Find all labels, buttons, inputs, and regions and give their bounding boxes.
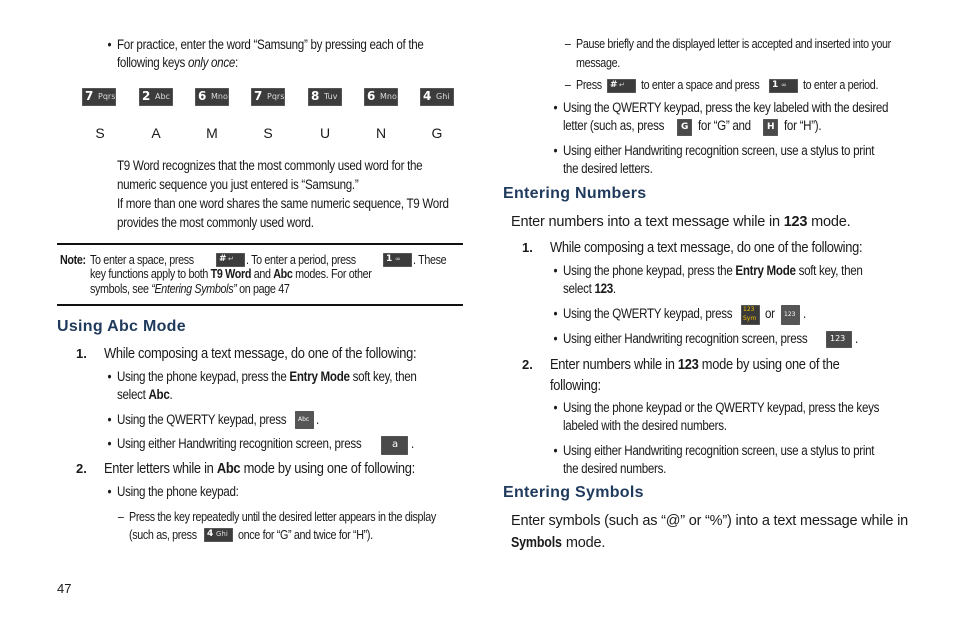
text: For practice, enter the word “Samsung” by pressing each of the [117,37,424,52]
key-letters: Ghi [436,92,450,101]
dash-pause-briefly: – Pause briefly and the displayed letter is accepted and inserted into your [576,37,891,51]
bullet-qwerty-letter-line-2c: for “H”). [784,118,822,133]
text: Using the phone keypad, press the [117,369,290,384]
bullet-handwriting-123-end: . [855,331,858,346]
bullet-qwerty-123: • Using the QWERTY keypad, press [563,306,732,321]
key-label: G [681,122,689,132]
bullet-qwerty-abc-end: . [316,412,319,427]
t9-para-1-line-1: T9 Word recognizes that the most commonly used word for the [117,158,423,173]
bullet-handwriting-letters-line-2: the desired letters. [563,161,653,176]
key-number: 2 [142,89,151,103]
bullet-handwriting-letters: • Using either Handwriting recognition screen, use a stylus to print [563,143,874,158]
t9-para-2-line-2: provides the most commonly used word. [117,215,314,230]
period-key-icon [383,253,412,267]
key-number: 4 [423,89,432,103]
bold-term: Abc [216,460,241,477]
bullet-entry-mode-abc-line-2 [117,387,172,402]
text: mode. [807,214,851,230]
t9-para-1-line-2: numeric sequence you just entered is “Samsung.” [117,177,359,192]
letter-a: A [151,125,161,141]
key-label-top: 123 [743,306,755,313]
key-letters: Abc [155,92,170,101]
dash-pause-briefly-line-2: message. [576,56,620,70]
bullet-entry-mode-123 [563,263,863,278]
letter-s: S [263,125,273,141]
key-letters: Tuv [324,92,338,101]
bold-term: 123 [677,356,699,373]
note-bottom-rule [57,304,463,306]
space-key-icon [216,253,245,267]
letter-n: N [375,125,387,141]
text: symbols, see [90,282,152,296]
key-4ghi-icon [420,88,454,106]
key-label: 123 [830,334,846,343]
step-2-number: 2. [76,461,87,476]
key-7pqrs-icon [82,88,116,106]
key-number: 4 [207,529,214,539]
key-label-bottom: Sym [743,315,757,322]
numbers-step-1-number: 1. [522,240,533,255]
text: soft key, then [795,263,863,278]
letter-m: M [206,125,218,141]
text: select [563,281,595,296]
key-number: 6 [367,89,376,103]
key-letters: Mno [211,92,228,101]
bullet-qwerty-letter-line-2b: for “G” and [698,118,751,133]
bold-term: Entry Mode [735,263,796,278]
dash-press-space: – Press [576,78,602,92]
practice-bullet [117,37,424,52]
qwerty-123sym-key-icon [741,305,760,325]
heading-entering-symbols: Entering Symbols [503,484,644,501]
bullet-handwriting-abc: • Using either Handwriting recognition screen, press [117,436,361,451]
bold-term: 123 [783,214,808,230]
step-1-text: While composing a text message, do one of the following: [104,345,417,362]
qwerty-abc-key-icon [295,411,314,429]
symbols-intro-line-2 [511,535,605,551]
bullet-entry-mode-abc [117,369,417,384]
practice-line-2 [117,55,238,70]
key-label: 123 [784,311,796,318]
key-2abc-icon [139,88,173,106]
key-letters: Pqrs [267,92,285,101]
numbers-step-2-line-2: following: [550,377,601,394]
cross-reference: “Entering Symbols” [151,282,237,296]
step-2-text [104,460,415,477]
space-key-icon [607,79,636,93]
text: . [612,281,616,296]
key-number: 7 [254,89,263,103]
bullet-qwerty-123-end: . [803,306,806,321]
bullet-keypad-numbers-line-2: labeled with the desired numbers. [563,418,727,433]
key-number: 1 [772,80,779,90]
key-number: 6 [198,89,207,103]
key-letters: ↵ [228,255,234,263]
step-1-number: 1. [76,346,87,361]
key-label: Abc [298,416,310,423]
text: To enter a space, press [90,253,194,267]
numbers-step-1-text: While composing a text message, do one of the following: [550,239,863,256]
bold-term: Symbols [511,535,562,551]
bullet-phone-keypad: • Using the phone keypad: [117,484,239,499]
symbols-intro: Enter symbols (such as “@” or “%”) into a text message while in [511,513,908,529]
letter-s: S [95,125,105,141]
note-top-rule [57,243,463,245]
text: on page 47 [236,282,290,296]
bullet-qwerty-letter-line-2: letter (such as, press [563,118,665,133]
letter-g: G [431,125,443,141]
dash-press-space-b: to enter a space and press [641,78,760,92]
bullet-entry-mode-123-line-2 [563,281,616,296]
key-letters: Mno [380,92,397,101]
numbers-step-2-text [550,356,839,373]
t9-para-2-line-1: If more than one word shares the same numeric sequence, T9 Word [117,196,449,211]
text: key functions apply to both [90,267,211,281]
text: : [234,55,238,70]
key-letters: Ghi [216,530,228,538]
text: Enter numbers into a text message while in [511,214,784,230]
dash-press-space-c: to enter a period. [803,78,879,92]
numbers-intro [511,214,850,230]
dash-press-repeatedly-line-2: (such as, press [129,528,197,542]
key-6mno-icon [364,88,398,106]
note-line-3 [90,282,289,296]
numbers-step-2-number: 2. [522,357,533,372]
text: modes. For other [292,267,372,281]
bold-term: T9 Word [210,267,252,281]
text: following keys [117,55,188,70]
bullet-handwriting-numbers-line-2: the desired numbers. [563,461,667,476]
bullet-handwriting-numbers: • Using either Handwriting recognition screen, use a stylus to print [563,443,874,458]
bold-term: Abc [273,267,293,281]
key-number: 1 [386,254,393,264]
bold-term: Entry Mode [289,369,350,384]
note-line-1 [90,253,194,267]
key-label: a [392,439,399,450]
key-letters: ∞ [781,81,787,89]
text: mode by using one of the [698,356,840,373]
handwriting-123-key-icon [826,331,852,348]
bullet-qwerty-abc: • Using the QWERTY keypad, press [117,412,286,427]
text: . [169,387,173,402]
bullet-qwerty-letter: • Using the QWERTY keypad, press the key labeled with the desired [563,100,888,115]
heading-using-abc-mode: Using Abc Mode [57,318,186,335]
key-letters: ↵ [619,81,625,89]
note-label: Note: [60,253,86,267]
bullet-keypad-numbers: • Using the phone keypad or the QWERTY keypad, press the keys [563,400,879,415]
text: Using the phone keypad, press the [563,263,736,278]
dash-press-repeatedly: – Press the key repeatedly until the desired letter appears in the display [129,510,436,524]
key-letters: ∞ [395,255,401,263]
bullet-handwriting-abc-end: . [411,436,414,451]
text: mode by using one of following: [240,460,415,477]
text: mode. [562,535,606,551]
key-number: # [610,80,618,90]
g-key-icon [677,119,692,136]
text: select [117,387,149,402]
key-6mno-icon [195,88,229,106]
bullet-qwerty-123-or: or [765,306,775,321]
text: soft key, then [349,369,417,384]
emphasis: only once [187,55,235,70]
key-number: 8 [311,89,320,103]
text: Enter letters while in [104,460,217,477]
text: Enter numbers while in [550,356,678,373]
text: and [251,267,274,281]
bullet-handwriting-123: • Using either Handwriting recognition screen, press [563,331,807,346]
qwerty-123-key-icon [781,305,800,325]
key-number: 7 [85,89,94,103]
bold-term: Abc [148,387,170,402]
period-key-icon [769,79,798,93]
note-line-1c: . These [413,253,447,267]
key-4ghi-small-icon [204,528,233,542]
note-line-2 [90,267,372,281]
page-number: 47 [57,581,72,596]
key-8tuv-icon [308,88,342,106]
key-7pqrs-icon [251,88,285,106]
heading-entering-numbers: Entering Numbers [503,185,647,202]
note-line-1b: . To enter a period, press [246,253,356,267]
bold-term: 123 [594,281,613,296]
letter-u: U [319,125,331,141]
key-label: H [767,122,775,132]
key-letters: Pqrs [98,92,116,101]
key-number: # [219,254,227,264]
handwriting-a-key-icon [381,436,408,455]
dash-press-repeatedly-line-2b: once for “G” and twice for “H”). [238,528,373,542]
h-key-icon [763,119,778,136]
